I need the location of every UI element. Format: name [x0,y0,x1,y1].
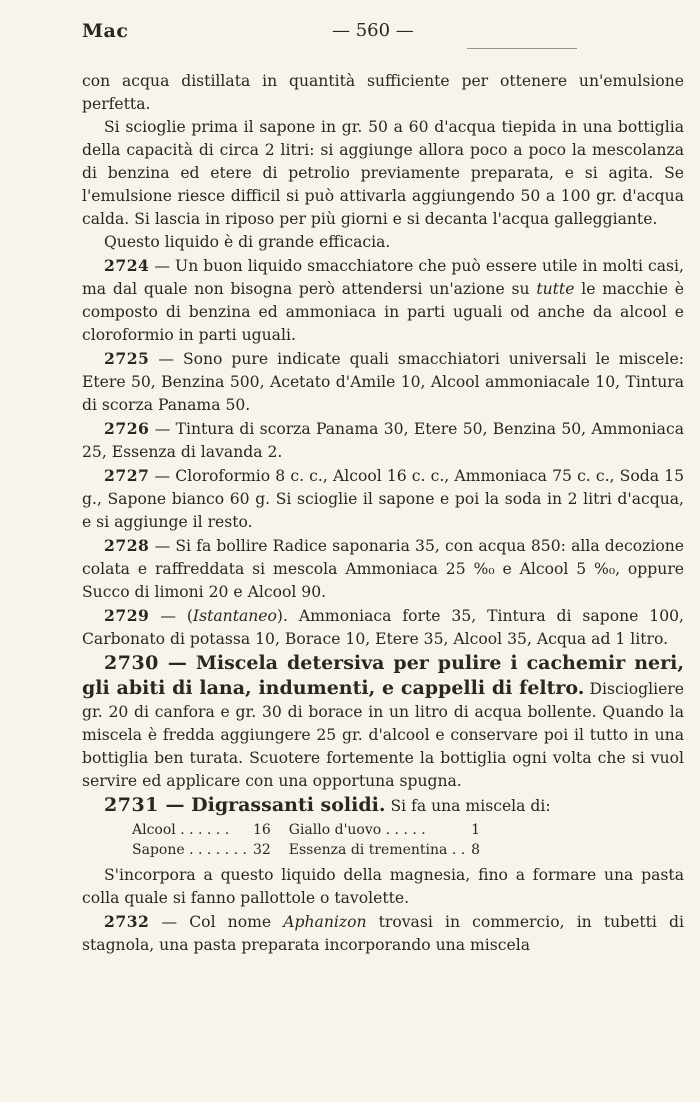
ingredient: Alcool . . . . . . [132,822,230,838]
entry-text: — ( [149,607,193,625]
entry-text: — Col nome [149,913,284,931]
entry-text: Si fa una miscela di: [385,797,551,815]
ingredient: Essenza di trementina . . [288,842,466,858]
entry-number: 2731 [104,794,159,816]
entry-text: — Sono pure indicate quali smacchiatori universali le miscele: Etere 50, Benzina 500, Acetato d'Amile 10, Alcool ammoniacale 10, Tintura di scorza Panama 50. [82,350,684,414]
quantity: 32 [252,842,271,858]
entry-heading: — Digrassanti solidi. [158,794,386,816]
page-body [82,70,684,957]
entry-heading: — Miscela detersiva per pulire i cachemir neri, gli abiti di lana, indumenti, e cappelli di feltro. [82,652,684,699]
entry-2727 [82,464,684,534]
entry-text: — Tintura di scorza Panama 30, Etere 50, Benzina 50, Ammoniaca 25, Essenza di lavanda 2. [82,420,684,461]
entry-number: 2727 [104,466,150,485]
entry-number: 2724 [104,256,150,275]
entry-text: Disciogliere gr. 20 di canfora e gr. 30 di borace in un litro di acqua bollente. Quando la miscela è fredda aggiungere 25 gr. d'alcool e conservare poi il tutto in una bottiglia ben turata. Scuotere fortemente la bottiglia ogni volta che si vuol servire ed applicare con una opportuna spugna. [82,680,684,790]
recipe-table [132,820,486,860]
entry-italic: Istantaneo [192,607,277,625]
quantity: 1 [471,822,481,838]
ingredient: Giallo d'uovo . . . . . [288,822,426,838]
entry-2730 [82,651,684,793]
entry-2732 [82,910,684,957]
table-row [132,820,486,840]
quantity: 16 [252,822,271,838]
entry-2726 [82,417,684,464]
paragraph: Questo liquido è di grande efficacia. [104,233,391,251]
entry-text: — Un buon liquido smacchiatore che può essere utile in molti casi, ma dal quale non bisogna però attendersi un'azione su [82,257,684,298]
page-number: — 560 — [332,20,414,41]
entry-2725 [82,347,684,417]
entry-number: 2726 [104,419,150,438]
entry-2729 [82,604,684,651]
entry-number: 2732 [104,912,150,931]
header-rule [467,48,577,49]
entry-text: le macchie è composto di benzina ed ammoniaca in parti uguali od anche da alcool e cloroformio in parti uguali. [82,280,684,344]
entry-italic: tutte [536,280,575,298]
entry-number: 2730 [104,652,159,674]
paragraph: con acqua distillata in quantità sufficiente per ottenere un'emulsione perfetta. [82,72,684,113]
entry-text: trovasi in commercio, in tubetti di stagnola, una pasta preparata incorporando una miscela [82,913,684,954]
page-header [82,16,682,46]
paragraph: S'incorpora a questo liquido della magnesia, fino a formare una pasta colla quale si fanno pallottole o tavolette. [82,866,684,907]
entry-2724 [82,254,684,347]
paragraph: Si scioglie prima il sapone in gr. 50 a 60 d'acqua tiepida in una bottiglia della capacità di circa 2 litri: si aggiunge allora poco a poco la mescolanza di benzina ed etere di petrolio previamente preparata, e si agita. Se l'emulsione riesce difficil si può attivarla aggiungendo 50 a 100 gr. d'acqua calda. Si lascia in riposo per più giorni e si decanta l'acqua galleggiante. [82,118,684,228]
running-head: Mac [82,20,129,42]
ingredient: Sapone . . . . . . . [132,842,247,858]
table-row [132,840,486,860]
entry-text: — Si fa bollire Radice saponaria 35, con acqua 850: alla decozione colata e raffreddata si mescola Ammoniaca 25 %₀ e Alcool 5 %₀, oppure Succo di limoni 20 e Alcool 90. [82,537,684,601]
entry-number: 2729 [104,606,150,625]
entry-text: — Cloroformio 8 c. c., Alcool 16 c. c., Ammoniaca 75 c. c., Soda 15 g., Sapone bianco 60 g. Si scioglie il sapone e poi la soda in 2 litri d'acqua, e si aggiunge il resto. [82,467,684,531]
entry-text: ). Ammoniaca forte 35, Tintura di sapone 100, Carbonato di potassa 10, Borace 10, Etere 35, Alcool 35, Acqua ad 1 litro. [82,607,684,648]
entry-italic: Aphanizon [283,913,367,931]
entry-number: 2725 [104,349,150,368]
entry-number: 2728 [104,536,150,555]
entry-2731 [82,793,684,818]
entry-2728 [82,534,684,604]
quantity: 8 [471,842,481,858]
